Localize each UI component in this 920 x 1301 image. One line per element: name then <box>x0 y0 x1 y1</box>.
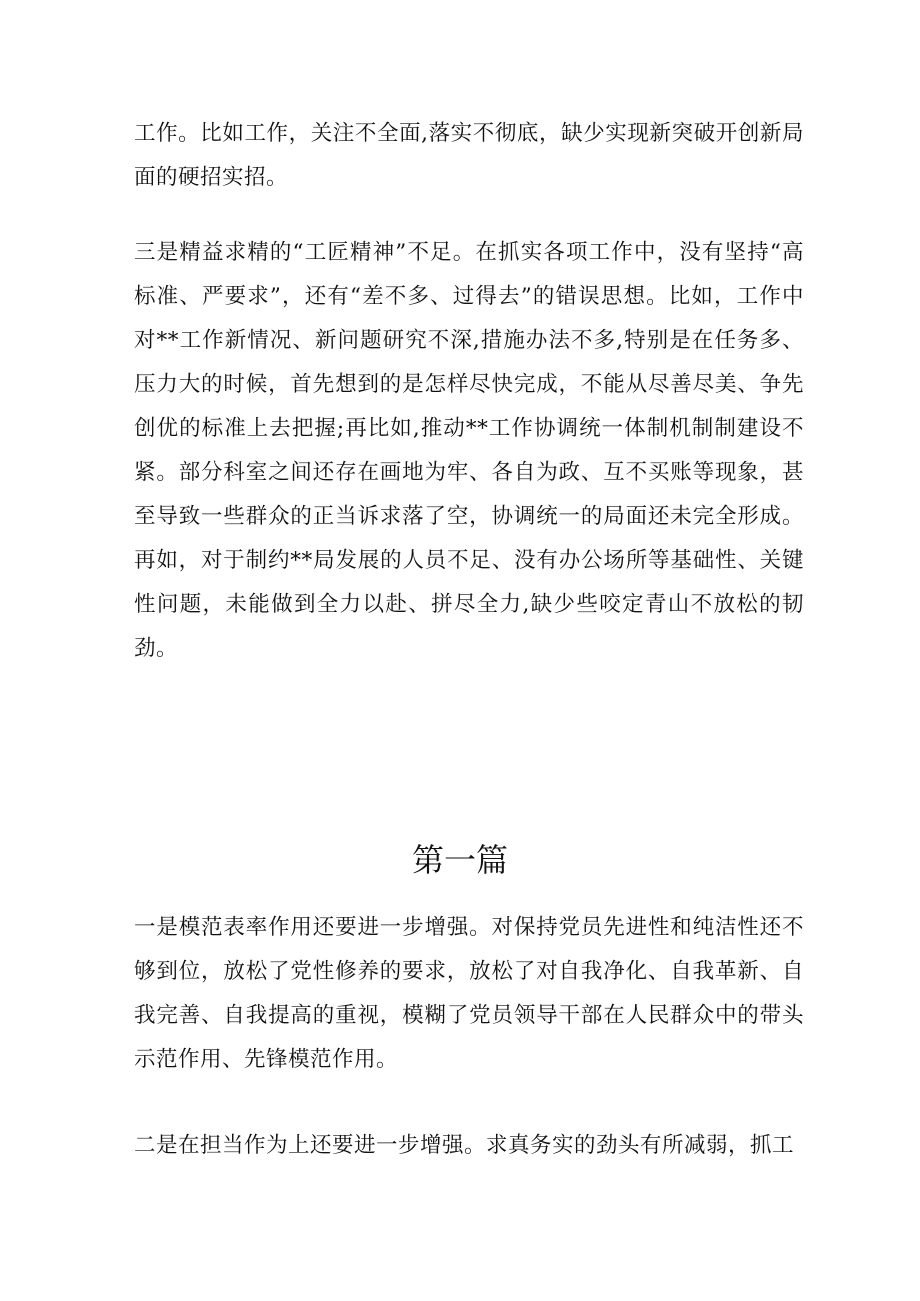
paragraph-exemplary-role: 一是模范表率作用还要进一步增强。对保持党员先进性和纯洁性还不够到位，放松了党性修养的要求，放松了对自我净化、自我革新、自我完善、自我提高的重视，模糊了党员领导干部在人民群众中的带头示范作用、先锋模范作用。 <box>134 915 804 1072</box>
paragraph-work-continuation: 工作。比如工作，关注不全面,落实不彻底，缺少实现新突破开创新局面的硬招实招。 <box>134 121 804 190</box>
section-heading: 第一篇 <box>411 841 508 879</box>
paragraph-craftsman-spirit: 三是精益求精的“工匠精神”不足。在抓实各项工作中，没有坚持“高标准、严要求”，还有“差不多、过得去”的错误思想。比如，工作中对**工作新情况、新问题研究不深,措施办法不多,特别是在任务多、压力大的时候，首先想到的是怎样尽快完成，不能从尽善尽美、争先创优的标准上去把握;再比如,推动**工作协调统一体制机制制建设不紧。部分科室之间还存在画地为牢、各自为政、互不买账等现象，甚至导致一些群众的正当诉求落了空，协调统一的局面还未完全形成。再如，对于制约**局发展的人员不足、没有办公场所等基础性、关键性问题，未能做到全力以赴、拼尽全力,缺少些咬定青山不放松的韧劲。 <box>134 240 804 661</box>
paragraph-responsibility: 二是在担当作为上还要进一步增强。求真务实的劲头有所减弱，抓工 <box>134 1133 795 1158</box>
